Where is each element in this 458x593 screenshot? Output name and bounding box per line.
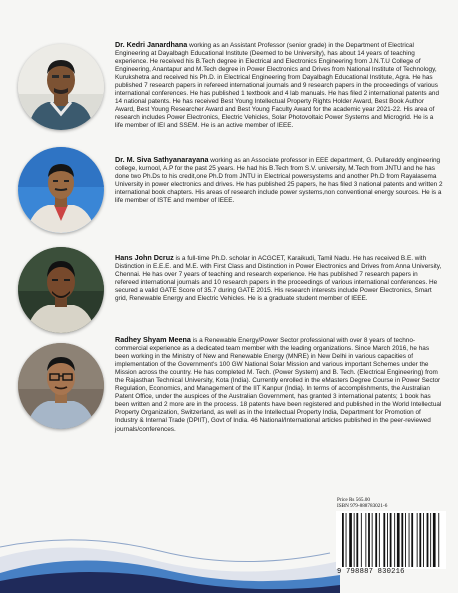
author-name: Radhey Shyam Meena bbox=[115, 335, 191, 344]
author-name: Hans John Dcruz bbox=[115, 253, 174, 262]
barcode-bar bbox=[423, 513, 424, 567]
author-bio-text: working as an Associate professor in EEE department, G. Pullareddy engineering college, kurnool, A.P for the past 25 years. He had his B.Tech from S.V. university, M.Tech from JNTU and he has done two Ph.Ds to his credit,one Ph.D from JNTU in Electrical powersystems and another Ph.D from Rayalasema University in power electronics and drives. He has published 25 papers, he has filed 3 national patents and written 2 international book chapters. His areas of research include power systems,non conventional energy sources. He is a life member of ISTE and member of IEEE. bbox=[115, 157, 443, 205]
author-bio-4 bbox=[115, 336, 443, 434]
isbn-barcode bbox=[336, 511, 446, 569]
author-name: Dr. M. Siva Sathyanarayana bbox=[115, 155, 209, 164]
price-isbn-block bbox=[337, 497, 387, 509]
author-photo-siva-sathyanarayana bbox=[18, 147, 104, 233]
barcode-bar bbox=[430, 513, 431, 567]
barcode-bar bbox=[427, 513, 429, 567]
barcode-bar bbox=[411, 513, 413, 567]
barcode-bar bbox=[409, 513, 410, 567]
barcode-icon bbox=[336, 511, 446, 569]
price-text: Price Rs 565.00 bbox=[337, 497, 370, 503]
author-photo-kedri-janardhana bbox=[18, 44, 104, 130]
barcode-bar bbox=[387, 513, 388, 567]
barcode-bar bbox=[394, 513, 395, 567]
barcode-bar bbox=[417, 513, 418, 567]
barcode-bar bbox=[383, 513, 385, 567]
barcode-bar bbox=[346, 513, 347, 567]
barcode-bar bbox=[368, 513, 370, 567]
author-bio-text: is a full-time Ph.D. scholar in ACGCET, Karaikudi, Tamil Nadu. He has received B.E. with Distinction in E.E.E. and M.E. with First Class and Distinction in Power Electronics and Drives from Anna University, Chennai. He has over 7 years of teaching and research experience. He has published 7 research papers in refereed international journals and 10 research papers in the proceedings of various international conferences. He secured a valid GATE Score of 35.7 during GATE 2015. His research interests include Power Electronics, Smart grid, Renewable Energy and Electric Vehicles. He is a graduate student member of IEEE. bbox=[115, 255, 442, 303]
author-bio-1 bbox=[115, 41, 443, 131]
barcode-bar bbox=[342, 513, 344, 567]
author-photo-radhey-shyam-meena bbox=[18, 343, 104, 429]
author-name: Dr. Kedri Janardhana bbox=[115, 40, 188, 49]
barcode-bar bbox=[354, 513, 355, 567]
barcode-digits: 9 798887 830216 bbox=[337, 568, 405, 576]
barcode-bar bbox=[372, 513, 373, 567]
barcode-bar bbox=[433, 513, 436, 567]
decorative-wave bbox=[0, 475, 340, 593]
barcode-bar bbox=[361, 513, 362, 567]
barcode-bar bbox=[438, 513, 439, 567]
barcode-bar bbox=[375, 513, 377, 567]
barcode-bar bbox=[405, 513, 406, 567]
author-bio-text: working as an Assistant Professor (senior grade) in the Department of Electrical Engineering at Dayalbagh Educational Institute (Deemed to be University), has about 14 years of teaching experience. He received his B.Tech degree in Electrical and Electronics Engineering from J.N.T.U College of Engineering, Anantapur and M.Tech degree in Power Electronics and Drives from National Institute of Technology, Kurukshetra and received his Ph.D. in Electrical Engineering from Dayalbagh Educational Institute, Agra. He has published 7 research papers in refereed international journals and 9 research papers in the proceedings of various international conferences. He has published 1 textbook and 4 lab manuals. He has filed 2 international patents and 14 national patents. He has received Best Young Intellectual Property Rights Holder Award, Best Book Author Award, Best Young Researcher Award and Best Young Faculty Award for the academic year 2021-22. His area of research includes Power Electronics, Electric Vehicles, Solar Photovoltaic Power Systems and Microgrid. He is a life member of IEI and SSEM. He is an active member of IEEE. bbox=[115, 42, 440, 130]
isbn-text: ISBN 979-888783021-6 bbox=[337, 503, 388, 509]
barcode-bar bbox=[365, 513, 366, 567]
author-photo-hans-john-dcruz bbox=[18, 247, 104, 333]
barcode-bar bbox=[419, 513, 421, 567]
barcode-bar bbox=[349, 513, 352, 567]
barcode-bar bbox=[390, 513, 392, 567]
barcode-bar bbox=[356, 513, 358, 567]
author-bio-2 bbox=[115, 156, 443, 205]
barcode-bar bbox=[401, 513, 403, 567]
barcode-bar bbox=[379, 513, 380, 567]
author-bio-3 bbox=[115, 254, 443, 303]
barcode-bar bbox=[397, 513, 400, 567]
author-bio-text: is a Renewable Energy/Power Sector professional with over 8 years of techno-commercial experience as a dedicated team member with the leading organizations. Since March 2016, he has been working in the Ministry of New and Renewable Energy (MNRE) in New Delhi in various capacities of implementation of the Government's 100 GW National Solar Mission and various important Schemes under the Mission across the country. He has completed M. Tech. (Power System) and B. Tech. (Electrical Engineering) from the Rajasthan Technical University, Kota (India). Currently enrolled in the eMasters Degree Course in Power Sector Regulation, Economics, and Management of the IIT Kanpur (India). In terms of accomplishments, the Australian Patent Office, under the auspices of the Australian Government, has granted 3 international patents; 1 book has been written and 2 more are in the process. 18 patents have been registered and published in the World Intellectual Property Organization, Switzerland, as well as in the Intellectual Property India, Department for Promotion of Industry & Internal Trade (DPIIT), Govt of India. 46 National/International articles published in the peer-reviewed journals/conferences. bbox=[115, 337, 442, 433]
